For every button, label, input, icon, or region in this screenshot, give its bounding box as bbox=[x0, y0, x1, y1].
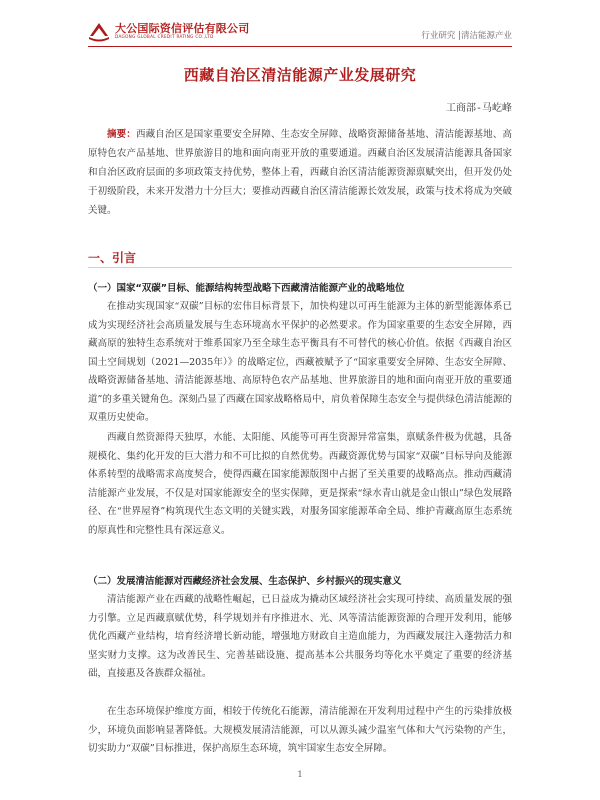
section-heading-intro: 一、引言 bbox=[88, 251, 137, 265]
abstract-paragraph bbox=[88, 125, 512, 220]
document-title: 西藏自治区清洁能源产业发展研究 bbox=[183, 66, 417, 84]
header-divider bbox=[88, 46, 512, 47]
subsection-heading-1: （一）国家“双碳”目标、能源结构转型战略下西藏清洁能源产业的战略地位 bbox=[88, 283, 405, 294]
body-paragraph-2: 西藏自然资源得天独厚，水能、太阳能、风能等可再生资源异常富集，禀赋条件极为优越，具备规模化、集约化开发的巨大潜力和不可比拟的自然优势。西藏资源优势与国家“双碳”目标导向及能源体系转型的战略需求高度契合，使得西藏在国家能源版图中占据了至关重要的战略高点。推动西藏清洁能源产业发展，不仅是对国家能源安全的坚实保障，更是探索“绿水青山就是金山银山”绿色发展路径、在“世界屋脊”构筑现代生态文明的关键实践，对服务国家能源革命全局、维护青藏高原生态系统的原真性和完整性具有深远意义。 bbox=[88, 432, 512, 536]
subsection-heading-2: （二）发展清洁能源对西藏经济社会发展、生态保护、乡村振兴的现实意义 bbox=[88, 576, 402, 587]
abstract-label: 摘要： bbox=[107, 129, 136, 140]
body-paragraph-1: 在推动实现国家“双碳”目标的宏伟目标背景下，加快构建以可再生能源为主体的新型能源体系已成为实现经济社会高质量发展与生态环境高水平保护的必然要求。作为国家重要的生态安全屏障，西藏高原的独特生态系统对于维系国家乃至全球生态平衡具有不可替代的核心价值。依据《西藏自治区国土空间规划（2021—2035年）》的战略定位，西藏被赋予了“国家重要安全屏障、生态安全屏障、战略资源储备基地、清洁能源基地、高原特色农产品基地、世界旅游目的地和面向南亚开放的重要通道”的多重关键角色。深刻凸显了西藏在国家战略格局中，肩负着保障生态安全与提供绿色清洁能源的双重历史使命。 bbox=[88, 301, 512, 423]
page-number: 1 bbox=[297, 770, 303, 779]
company-logo bbox=[88, 20, 250, 46]
company-name-en: DAGONG GLOBAL CREDIT RATING CO.,LTD bbox=[115, 34, 214, 39]
company-name-cn: 大公国际资信评估有限公司 bbox=[115, 22, 250, 35]
section-heading-underline bbox=[88, 267, 512, 268]
body-paragraph-4: 在生态环境保护维度方面，相较于传统化石能源，清洁能源在开发利用过程中产生的污染排放极少，环境负面影响显著降低。大规模发展清洁能源，可以从源头减少温室气体和大气污染物的产生，切实助力“双碳”目标推进，保护高原生态环境，筑牢国家生态安全屏障。 bbox=[88, 706, 512, 754]
dagong-logo-icon bbox=[88, 20, 110, 42]
author-line: 工商部-马屹峰 bbox=[445, 103, 512, 114]
abstract-text: 西藏自治区是国家重要安全屏障、生态安全屏障、战略资源储备基地、清洁能源基地、高原特色农产品基地、世界旅游目的地和面向南亚开放的重要通道。西藏自治区发展清洁能源具备国家和自治区政府层面的多项政策支持优势，整体上看，西藏自治区清洁能源资源禀赋突出，但开发仍处于初级阶段，未来开发潜力十分巨大；要推动西藏自治区清洁能源长效发展，政策与技术将成为突破关键。 bbox=[88, 129, 512, 216]
body-paragraph-3: 清洁能源产业在西藏的战略性崛起，已日益成为撬动区域经济社会实现可持续、高质量发展的强力引擎。立足西藏禀赋优势，科学规划并有序推进水、光、风等清洁能源资源的合理开发利用，能够优化西藏产业结构，培育经济增长新动能，增强地方财政自主造血能力，为西藏发展注入蓬勃活力和坚实财力支撑。这为改善民生、完善基础设施、提高基本公共服务均等化水平奠定了重要的经济基础，直接惠及各族群众福祉。 bbox=[88, 594, 512, 679]
page-header bbox=[0, 0, 600, 46]
report-category: 行业研究 |清洁能源产业 bbox=[421, 31, 512, 41]
